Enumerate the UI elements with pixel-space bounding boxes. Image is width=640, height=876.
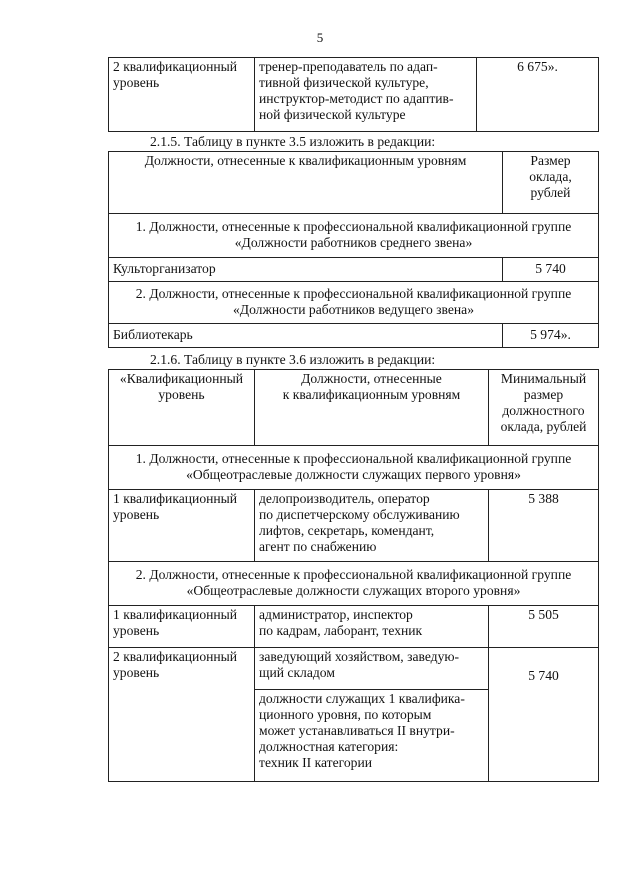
salary-cell: 5 505: [489, 606, 599, 648]
header-positions: Должности, отнесенные к квалификационным уровням: [255, 370, 489, 446]
group-title: 2. Должности, отнесенные к профессиональной квалификационной группе «Общеотраслевые должности служащих второго уровня»: [109, 562, 599, 606]
header-salary: Размер оклада, рублей: [503, 152, 599, 214]
positions-cell: делопроизводитель, оператор по диспетчерскому обслуживанию лифтов, секретарь, комендант, агент по снабжению: [255, 490, 489, 562]
header-positions: Должности, отнесенные к квалификационным уровням: [109, 152, 503, 214]
level-cell: 2 квалификационный уровень: [109, 648, 255, 782]
table-3-6: [108, 369, 599, 782]
table-row: [109, 490, 599, 562]
salary-cell: 5 740: [489, 648, 599, 782]
salary-value: 5 974».: [503, 324, 599, 348]
salary-value: 5 740: [503, 258, 599, 282]
group-row: [109, 446, 599, 490]
paragraph-2-1-5: 2.1.5. Таблицу в пункте 3.5 изложить в редакции:: [150, 134, 436, 149]
group-title: 2. Должности, отнесенные к профессиональной квалификационной группе «Должности работников ведущего звена»: [109, 282, 599, 324]
positions-cell: должности служащих 1 квалифика- ционного уровня, по которым может устанавливаться II внутри- должностная категория: техник II категории: [255, 690, 489, 782]
positions-cell: тренер-преподаватель по адап- тивной физической культуре, инструктор-методист по адаптив- ной физической культуре: [255, 58, 477, 132]
table-row: [109, 258, 599, 282]
table-row: [109, 58, 599, 132]
group-row: [109, 562, 599, 606]
group-title: 1. Должности, отнесенные к профессиональной квалификационной группе «Должности работников среднего звена»: [109, 214, 599, 258]
level-cell: 1 квалификационный уровень: [109, 606, 255, 648]
positions-cell: администратор, инспектор по кадрам, лаборант, техник: [255, 606, 489, 648]
salary-cell: 5 388: [489, 490, 599, 562]
table-row: [109, 606, 599, 648]
level-cell: 2 квалификационный уровень: [109, 58, 255, 132]
table-row: [109, 648, 599, 690]
group-row: [109, 214, 599, 258]
group-title: 1. Должности, отнесенные к профессиональной квалификационной группе «Общеотраслевые должности служащих первого уровня»: [109, 446, 599, 490]
table-continuation: [108, 57, 599, 132]
header-level: «Квалификационный уровень: [109, 370, 255, 446]
table-header-row: [109, 152, 599, 214]
salary-cell: 6 675».: [477, 58, 599, 132]
position-name: Культорганизатор: [109, 258, 503, 282]
table-3-5: [108, 151, 599, 348]
table-header-row: [109, 370, 599, 446]
table-row: [109, 324, 599, 348]
positions-cell: заведующий хозяйством, заведую- щий складом: [255, 648, 489, 690]
paragraph-2-1-6: 2.1.6. Таблицу в пункте 3.6 изложить в редакции:: [150, 352, 436, 367]
group-row: [109, 282, 599, 324]
header-salary: Минимальный размер должностного оклада, рублей: [489, 370, 599, 446]
level-cell: 1 квалификационный уровень: [109, 490, 255, 562]
page-number: 5: [316, 30, 324, 45]
position-name: Библиотекарь: [109, 324, 503, 348]
